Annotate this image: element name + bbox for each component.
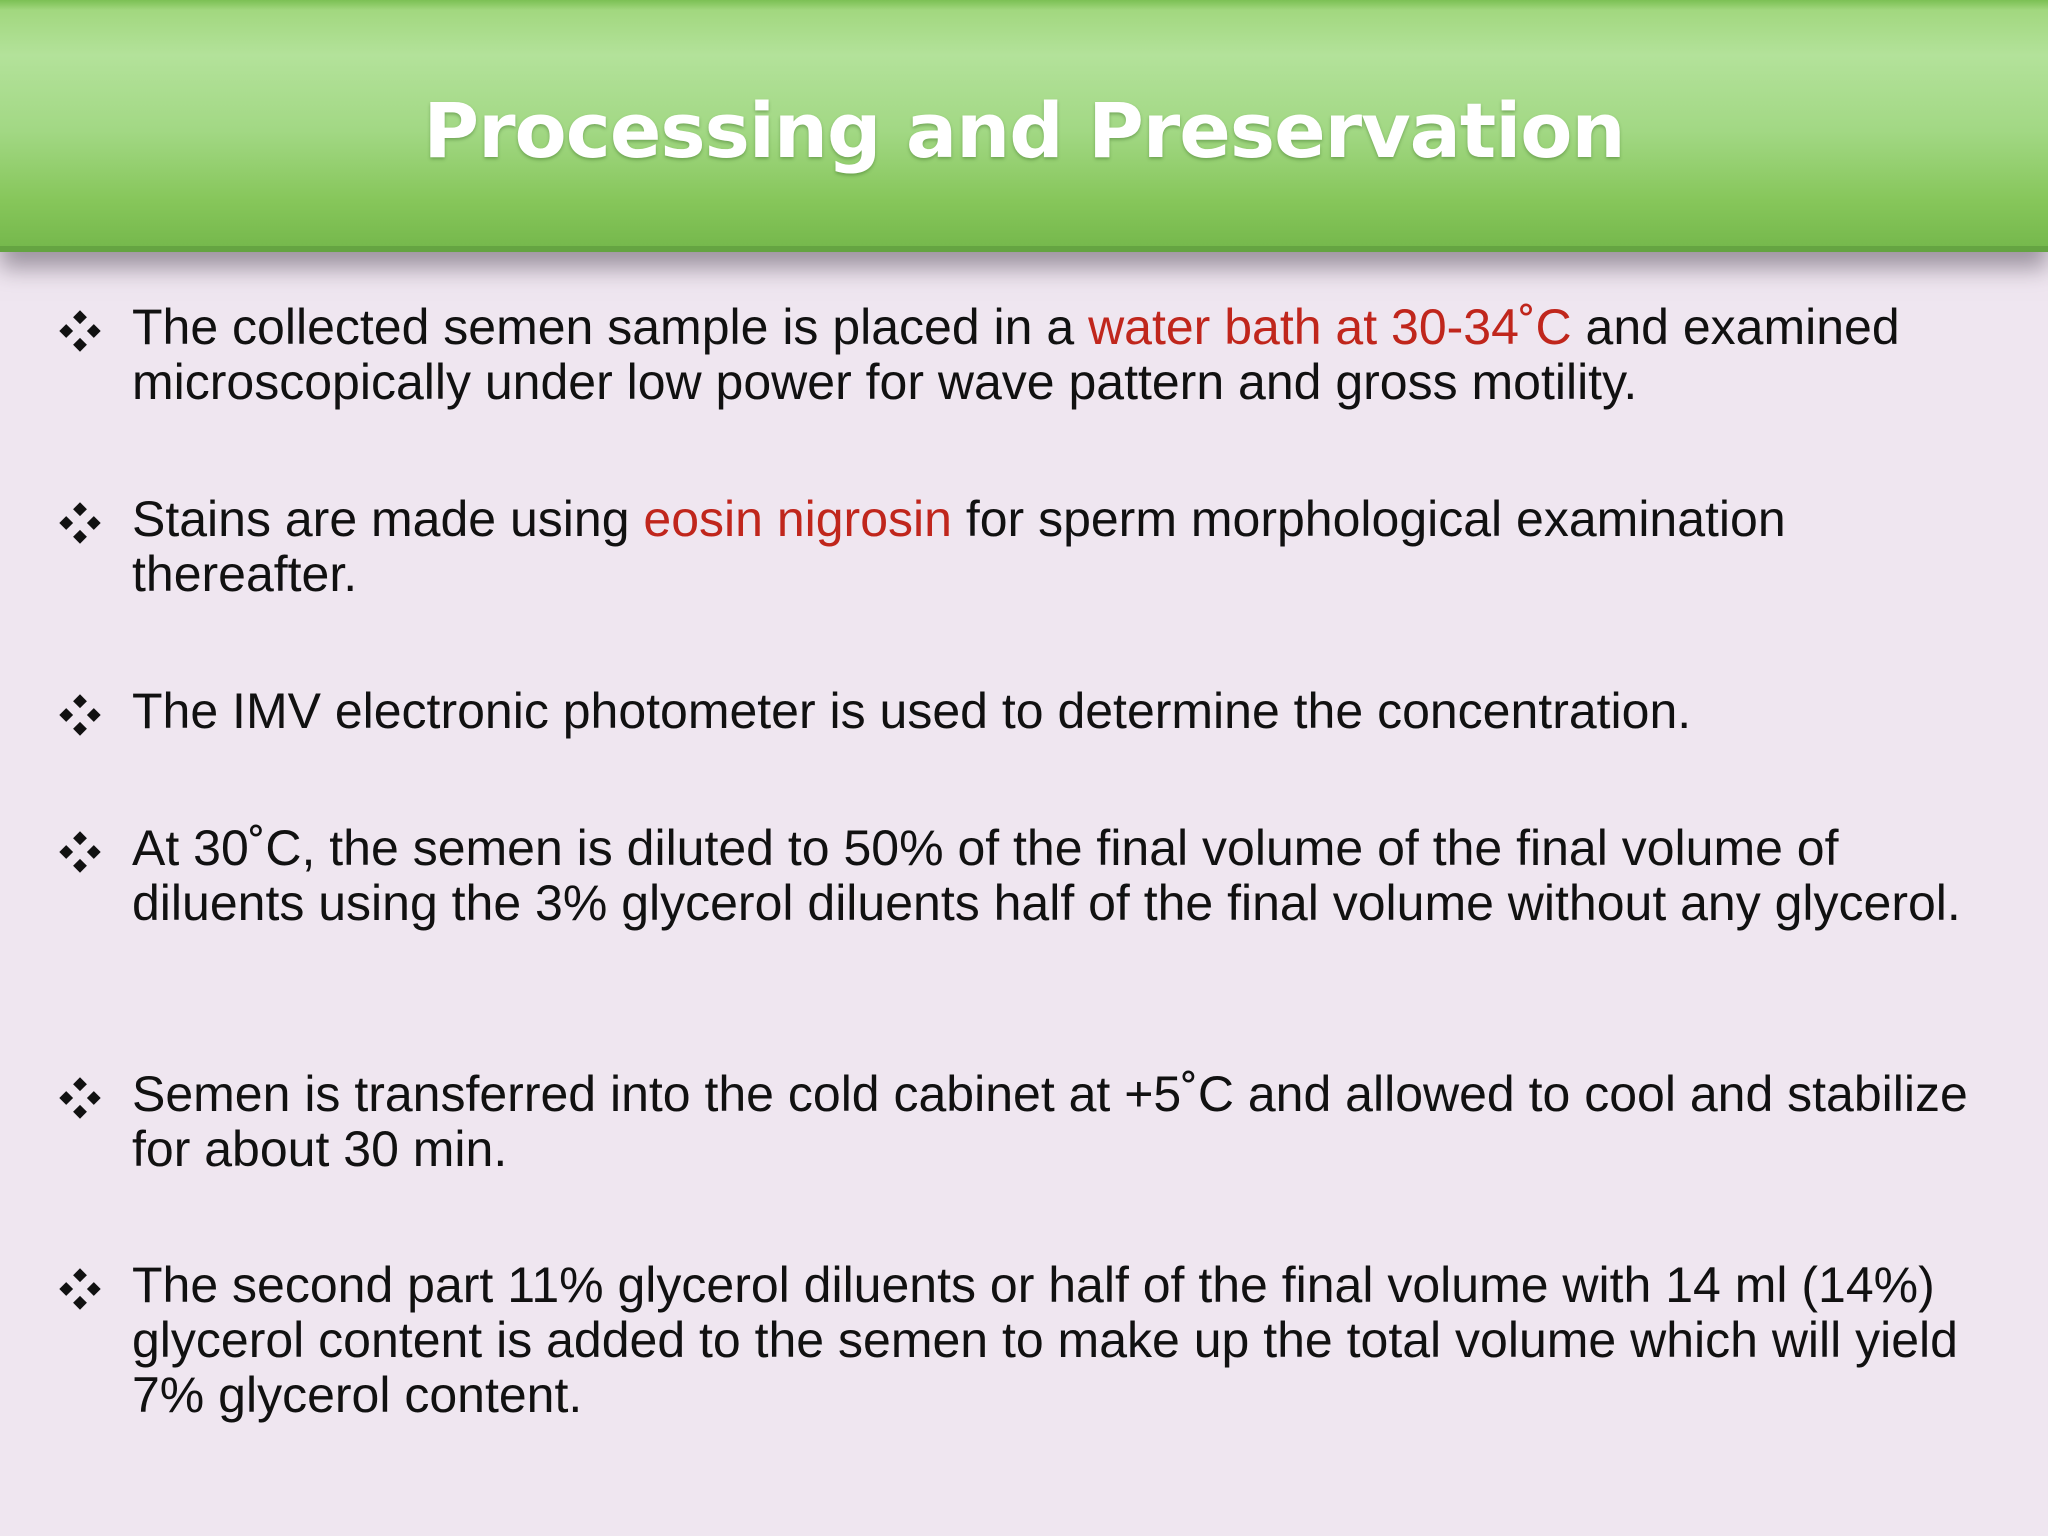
four-diamond-bullet-icon <box>57 500 103 546</box>
bullet-text-after: and examined microscopically under low power for wave pattern and gross motility. <box>132 299 1900 410</box>
four-diamond-bullet-icon <box>57 829 103 875</box>
bullet-text: Semen is transferred into the cold cabinet at +5˚C and allowed to cool and stabilize for about 30 min. <box>132 1066 1968 1177</box>
four-diamond-bullet-icon <box>57 1075 103 1121</box>
bullet-text <box>132 300 2012 410</box>
bullet-text-before: The collected semen sample is placed in a <box>132 299 1089 355</box>
bullet-text: At 30˚C, the semen is diluted to 50% of the final volume of the final volume of diluents using the 3% glycerol diluents half of the final volume without any glycerol. <box>132 820 1961 931</box>
bullet-text-after: for sperm morphological examination thereafter. <box>132 491 1786 602</box>
slide-title: Processing and Preservation <box>423 85 1625 175</box>
highlighted-text: water bath at 30-34˚C <box>1088 299 1572 355</box>
title-bar <box>0 0 2048 252</box>
bullet-text-before: Stains are made using <box>132 491 644 547</box>
four-diamond-bullet-icon <box>57 692 103 738</box>
highlighted-text: eosin nigrosin <box>643 491 952 547</box>
four-diamond-bullet-icon <box>57 1266 103 1312</box>
bullet-text <box>132 492 2012 602</box>
bullet-text: The IMV electronic photometer is used to determine the concentration. <box>132 683 1692 739</box>
bullet-text: The second part 11% glycerol diluents or half of the final volume with 14 ml (14%) glycerol content is added to the semen to make up the total volume which will yield 7% glycerol content. <box>132 1257 1958 1423</box>
four-diamond-bullet-icon <box>57 308 103 354</box>
